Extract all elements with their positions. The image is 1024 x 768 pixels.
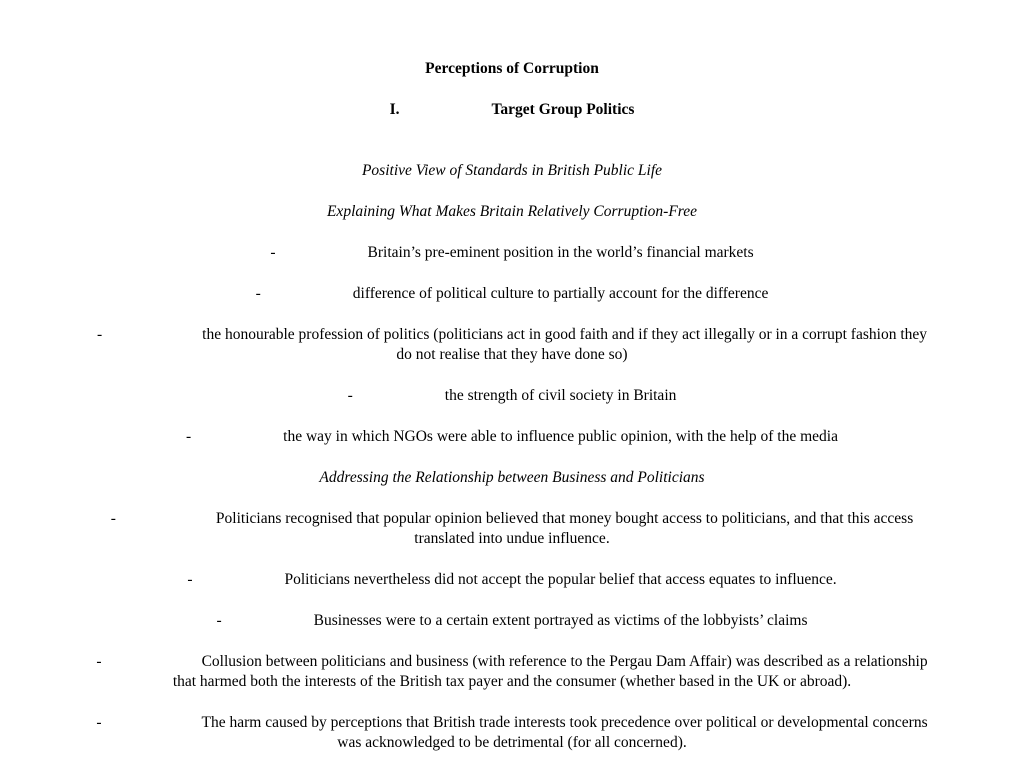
bullet-text: Businesses were to a certain extent portrayed as victims of the lobbyists’ claims <box>313 612 808 629</box>
bullet-item <box>96 325 928 365</box>
bullet-text: The harm caused by perceptions that British trade interests took precedence over political or developmental concerns was acknowledged to be detrimental (for all concerned). <box>201 714 928 751</box>
subheading-standards: Positive View of Standards in British Public Life <box>361 162 663 179</box>
bullet-marker: - <box>185 428 192 445</box>
bullet-marker: - <box>270 244 276 261</box>
bullet-marker: - <box>187 571 193 588</box>
bullet-text: difference of political culture to partially account for the difference <box>352 285 769 302</box>
bullet-marker: - <box>347 387 353 404</box>
bullet-item <box>60 427 964 447</box>
subheading-explaining: Explaining What Makes Britain Relatively Corruption-Free <box>326 203 698 220</box>
section-numeral: I. <box>389 101 400 118</box>
bullet-text: Collusion between politicians and business (with reference to the Pergau Dam Affair) was described as a relationship that harmed both the interests of the British tax payer and the consumer (whether based in the UK or abroad). <box>172 653 928 690</box>
bullet-marker: - <box>110 510 116 527</box>
bullet-text: Politicians recognised that popular opinion believed that money bought access to politicians, and that this access translated into undue influence. <box>215 510 914 547</box>
section-title: Target Group Politics <box>491 101 635 118</box>
bullet-text: Britain’s pre-eminent position in the world’s financial markets <box>367 244 754 261</box>
bullet-item <box>60 386 964 406</box>
bullet-text: Politicians nevertheless did not accept the popular belief that access equates to influence. <box>284 571 837 588</box>
bullet-marker: - <box>255 285 261 302</box>
bullet-item <box>60 611 964 631</box>
bullet-item <box>88 652 936 692</box>
bullet-marker: - <box>96 714 102 731</box>
bullet-text: the way in which NGOs were able to influence public opinion, with the help of the media <box>283 428 838 445</box>
subheading-business: Addressing the Relationship between Business and Politicians <box>319 469 705 486</box>
bullet-item <box>60 243 964 263</box>
bullet-item <box>60 284 964 304</box>
bullet-text: the honourable profession of politics (politicians act in good faith and if they act illegally or in a corrupt fashion they do not realise that they have done so) <box>202 326 928 363</box>
bullet-item <box>60 570 964 590</box>
bullet-item <box>92 509 932 549</box>
bullet-marker: - <box>96 653 102 670</box>
bullet-marker: - <box>96 326 103 343</box>
bullet-item <box>86 713 938 753</box>
bullet-text: the strength of civil society in Britain <box>444 387 677 404</box>
section-heading <box>60 100 964 120</box>
bullet-marker: - <box>216 612 222 629</box>
document-title: Perceptions of Corruption <box>425 60 599 77</box>
